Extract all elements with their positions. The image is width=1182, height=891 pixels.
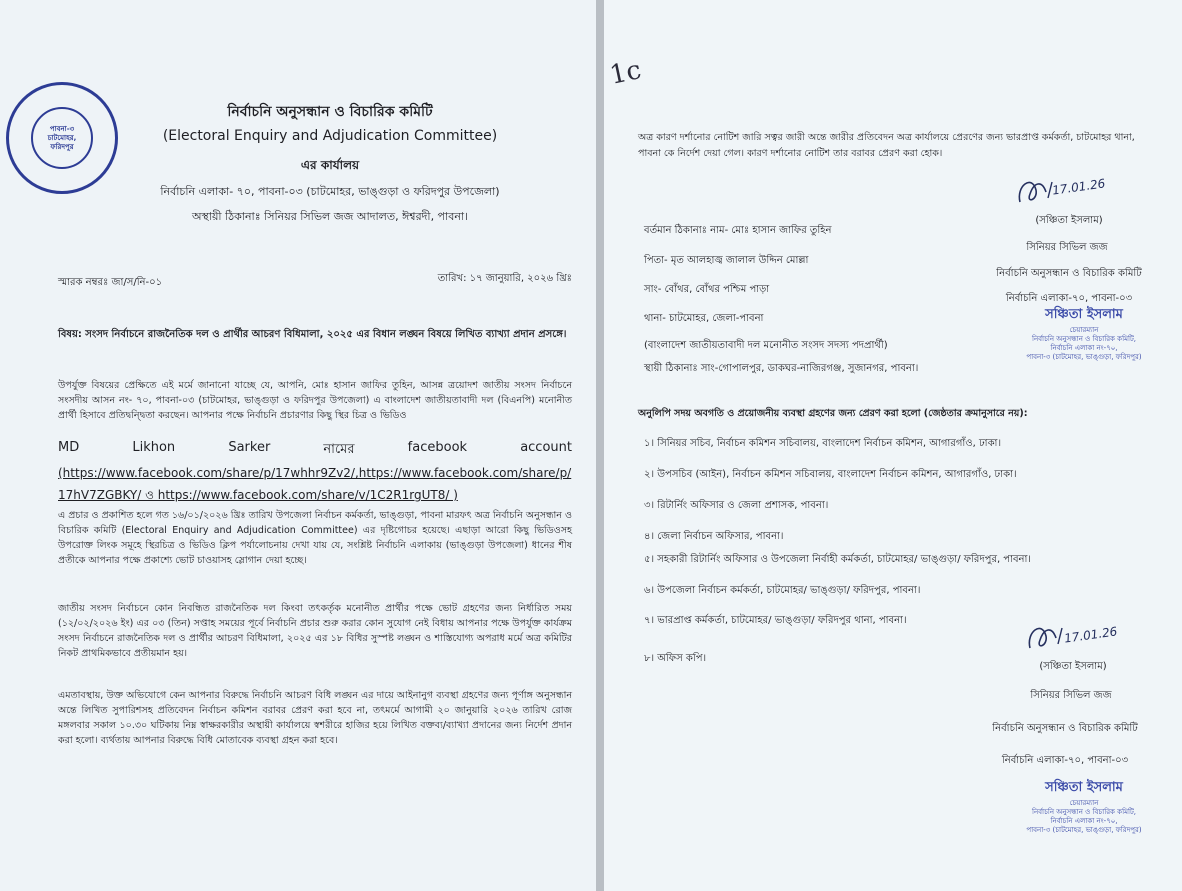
signer-title-2: সিনিয়র সিভিল জজ bbox=[1030, 690, 1112, 701]
seal-center: পাবনা-৩ চাটমোহর, ফরিদপুর bbox=[31, 107, 93, 169]
facebook-links[interactable]: (https://www.facebook.com/share/p/17whhr9Zv2/,https://www.facebook.com/share/p/17hV7ZGBKY/ ও https://www.facebook.com/share/v/1C2R1rgUT8/ ) bbox=[58, 466, 572, 502]
signer-area-2: নির্বাচনি এলাকা-৭০, পাবনা-০৩ bbox=[1001, 755, 1129, 766]
stamp-line: নির্বাচনি অনুসন্ধান ও বিচারিক কমিটি, bbox=[1031, 335, 1137, 343]
copy-item: ৭। ভারপ্রাপ্ত কর্মকর্তা, চাটমোহর/ ভাঙ্গুড়া/ ফরিদপুর থানা, পাবনা। bbox=[644, 615, 907, 626]
paragraph-1-continued: এ প্রচার ও প্রকাশিত হলে গত ১৬/০১/২০২৬ খ্রিঃ তারিখ উপজেলা নির্বাচন কর্মকর্তা, ভাঙ্গুড়া, পাবনা মারফৎ অত্র নির্বাচনি অনুসন্ধান ও বিচারিক কমিটি (Electoral Enquiry and Adjudication Committee) এর দৃষ্টিগোচর হয়েছে। এছাড়া আরো কিছু ভিডিওসহ উপরোক্ত লিংক সমূহে স্থিরচিত্র ও ভিডিও ক্লিপ পর্যালোচনায় দেখা যায় যে, সংশ্লিষ্ট নির্বাচনি এলাকায় (ভাঙ্গুড়া উপজেলা) ধানের শীষ প্রতীকে আপনার পক্ষে প্রকাশ্যে ভোট চাওয়াসহ স্লোগান দেয়া হচ্ছে। bbox=[58, 510, 572, 566]
signer-committee-1: নির্বাচনি অনুসন্ধান ও বিচারিক কমিটি bbox=[996, 268, 1142, 279]
stamp-line: নির্বাচনি এলাকা নং-৭০, bbox=[1050, 344, 1118, 352]
stamp-line: পাবনা-৩ (চাটমোহর, ভাঙ্গুড়া, ফরিদপুর) bbox=[1026, 826, 1142, 834]
committee-header-bn: নির্বাচনি অনুসন্ধান ও বিচারিক কমিটি bbox=[227, 104, 433, 120]
address-line: (বাংলাদেশ জাতীয়তাবাদী দল মনোনীত সংসদ সদস্য পদপ্রার্থী) bbox=[644, 340, 888, 351]
stamp-line: নির্বাচনি অনুসন্ধান ও বিচারিক কমিটি, bbox=[1031, 808, 1137, 816]
handwritten-mark: 1c bbox=[607, 55, 644, 91]
committee-seal bbox=[6, 82, 118, 194]
office-label: এর কার্যালয় bbox=[300, 158, 360, 172]
stamp-line: পাবনা-৩ (চাটমোহর, ভাঙ্গুড়া, ফরিদপুর) bbox=[1026, 353, 1142, 361]
word-namer: নামের bbox=[323, 442, 355, 457]
copy-item: ৮। অফিস কপি। bbox=[644, 653, 707, 664]
chairman-stamp-1 bbox=[996, 305, 1172, 362]
right-page bbox=[604, 0, 1182, 891]
memo-number: স্মারক নম্বরঃ জা/স/নি-০১ bbox=[58, 277, 163, 288]
copy-item: ৬। উপজেলা নির্বাচন কর্মকর্তা, চাটমোহর/ ভাঙ্গুড়া/ ফরিদপুর, পাবনা। bbox=[644, 585, 921, 596]
signer-name-1: (সঞ্চিতা ইসলাম) bbox=[1035, 215, 1103, 226]
facebook-account-row bbox=[58, 440, 572, 461]
word-facebook: facebook bbox=[407, 440, 468, 455]
copy-item: ৫। সহকারী রিটার্নিং অফিসার ও উপজেলা নির্বাহী কর্মকর্তা, চাটমোহর/ ভাঙ্গুড়া/ ফরিদপুর, পাবনা। bbox=[644, 554, 1032, 565]
paragraph-3: এমতাবস্থায়, উক্ত অভিযোগে কেন আপনার বিরুদ্ধে নির্বাচনি আচরণ বিধি লঙ্ঘন এর দায়ে আইনানুগ ব্যবস্থা গ্রহণের জন্য পূর্ণাঙ্গ অনুসন্ধান অন্তে লিখিত সুপারিশসহ প্রতিবেদন নির্বাচন কমিশন বরাবর প্রেরণ করা হবে না, তৎমর্মে আগামী ২০ জানুয়ারি ২০২৬ তারিখ রোজ মঙ্গলবার সকাল ১০.৩০ ঘটিকায় নিম্ন স্বাক্ষরকারীর অস্থায়ী কার্যালয়ে স্বশরীরে হাজির হয়ে লিখিত বক্তব্য/ব্যাখ্যা প্রদানের জন্য নির্দেশ প্রদান করা হলো। ব্যর্থতায় আপনার বিরুদ্ধে বিধি মোতাবেক ব্যবস্থা গ্রহন করা হবে। bbox=[58, 690, 572, 746]
copy-item: ৪। জেলা নির্বাচন অফিসার, পাবনা। bbox=[644, 531, 784, 542]
address-line: সাং- বোঁথর, বোঁথর পশ্চিম পাড়া bbox=[644, 284, 770, 295]
address-line: পিতা- মৃত আলহাজ্ব জালাল উদ্দিন মোল্লা bbox=[644, 255, 809, 266]
word-md: MD bbox=[58, 440, 80, 455]
letter-date: তারিখ: ১৭ জানুয়ারি, ২০২৬ খ্রিঃ bbox=[437, 273, 572, 284]
signer-name-2: (সঞ্চিতা ইসলাম) bbox=[1039, 661, 1107, 672]
address-line: স্থায়ী ঠিকানাঃ সাং-গোপালপুর, ডাকঘর-নাজিরগঞ্জ, সুজানগর, পাবনা। bbox=[644, 363, 919, 374]
address-line: থানা- চাটমোহর, জেলা-পাবনা bbox=[644, 313, 764, 324]
service-notice: অত্র কারণ দর্শানোর নোটিশ জারি সত্বর জারী অন্তে জারীর প্রতিবেদন অত্র কার্যালয়ে প্রেরণের জন্য ভারপ্রাপ্ত কর্মকর্তা, চাটমোহর থানা, পাবনা কে নির্দেশ দেয়া গেল। কারণ দর্শানোর নোটিশ তার বরাবর প্রেরণ করা হোক। bbox=[638, 132, 1135, 159]
copy-item: ৩। রিটার্নিং অফিসার ও জেলা প্রশাসক, পাবনা। bbox=[644, 500, 829, 511]
address-line: বর্তমান ঠিকানাঃ নাম- মোঃ হাসান জাফির তুহিন bbox=[644, 225, 832, 236]
chairman-stamp-2 bbox=[996, 778, 1172, 835]
signer-committee-2: নির্বাচনি অনুসন্ধান ও বিচারিক কমিটি bbox=[992, 723, 1138, 734]
signer-area-1: নির্বাচনি এলাকা-৭০, পাবনা-০৩ bbox=[1005, 293, 1133, 304]
copy-item: ১। সিনিয়র সচিব, নির্বাচন কমিশন সচিবালয়, বাংলাদেশ নির্বাচন কমিশন, আগারগাঁও, ঢাকা। bbox=[644, 438, 1002, 449]
word-sarker: Sarker bbox=[228, 440, 271, 455]
stamp-name: সঞ্চিতা ইসলাম bbox=[1045, 307, 1123, 322]
temporary-address: অস্থায়ী ঠিকানাঃ সিনিয়র সিভিল জজ আদালত, ঈশ্বরদী, পাবনা। bbox=[191, 210, 469, 223]
word-account: account bbox=[520, 440, 572, 455]
page-gap bbox=[596, 0, 604, 891]
constituency-line: নির্বাচনি এলাকা- ৭০, পাবনা-০৩ (চাটমোহর, ভাঙ্গুড়া ও ফরিদপুর উপজেলা) bbox=[160, 185, 500, 198]
stamp-line: চেয়ারম্যান bbox=[1069, 326, 1099, 334]
stamp-line: চেয়ারম্যান bbox=[1069, 799, 1099, 807]
paragraph-2: জাতীয় সংসদ নির্বাচনে কোন নিবন্ধিত রাজনৈতিক দল কিংবা তৎকর্তৃক মনোনীত প্রার্থীর পক্ষে ভোট গ্রহণের জন্য নির্ধারিত সময় (১২/০২/২০২৬ ইং) এর ০৩ (তিন) সপ্তাহ সময়ের পূর্বে নির্বাচনি প্রচার শুরু করার কোন সুযোগ নেই বিধায় আপনার পক্ষে উপর্যুক্ত কার্যক্রম সংসদ নির্বাচনে রাজনৈতিক দল ও প্রার্থীর আচরণ বিধিমালা, ২০২৫ এর ১৮ বিধির সুস্পষ্ট লঙ্ঘন ও শাস্তিযোগ্য অপরাধ মর্মে অত্র কমিটির নিকট প্রাথমিকভাবে প্রতীয়মান হয়। bbox=[58, 603, 572, 659]
stamp-name: সঞ্চিতা ইসলাম bbox=[1045, 780, 1123, 795]
signature-2-date: 17.01.26 bbox=[1063, 624, 1119, 646]
committee-header-en: (Electoral Enquiry and Adjudication Committee) bbox=[162, 128, 498, 144]
signature-1-date: 17.01.26 bbox=[1051, 176, 1107, 198]
paragraph-1: উপর্যুক্ত বিষয়ের প্রেক্ষিতে এই মর্মে জানানো যাচ্ছে যে, আপনি, মোঃ হাসান জাফির তুহিন, আসন্ন ত্রয়োদশ জাতীয় সংসদ নির্বাচনে সংসদীয় আসন নং- ৭০, পাবনা-০৩ (চাটমোহর, ভাঙ্গুড়া ও ফরিদপুর উপজেলা) এ বাংলাদেশ জাতীয়তাবাদী দল (বিএনপি) মনোনীত প্রার্থী হিসাবে প্রতিদ্বন্দ্বিতা করছেন। আপনার পক্ষে নির্বাচনি প্রচারণার কিছু স্থির চিত্র ও ভিডিও bbox=[58, 380, 572, 421]
word-likhon: Likhon bbox=[132, 440, 176, 455]
subject-line: বিষয়: সংসদ নির্বাচনে রাজনৈতিক দল ও প্রার্থীর আচরণ বিধিমালা, ২০২৫ এর বিধান লঙ্ঘন বিষয়ে লিখিত ব্যাখ্যা প্রদান প্রসঙ্গে। bbox=[58, 329, 567, 340]
signer-title-1: সিনিয়র সিভিল জজ bbox=[1026, 242, 1108, 253]
stamp-line: নির্বাচনি এলাকা নং-৭০, bbox=[1050, 817, 1118, 825]
copy-item: ২। উপসচিব (আইন), নির্বাচন কমিশন সচিবালয়, বাংলাদেশ নির্বাচন কমিশন, আগারগাঁও, ঢাকা। bbox=[644, 469, 1017, 480]
copy-header: অনুলিপি সদয় অবগতি ও প্রয়োজনীয় ব্যবস্থা গ্রহণের জন্য প্রেরণ করা হলো (জেষ্ঠতার ক্রমানুসারে নয়): bbox=[638, 408, 1028, 419]
